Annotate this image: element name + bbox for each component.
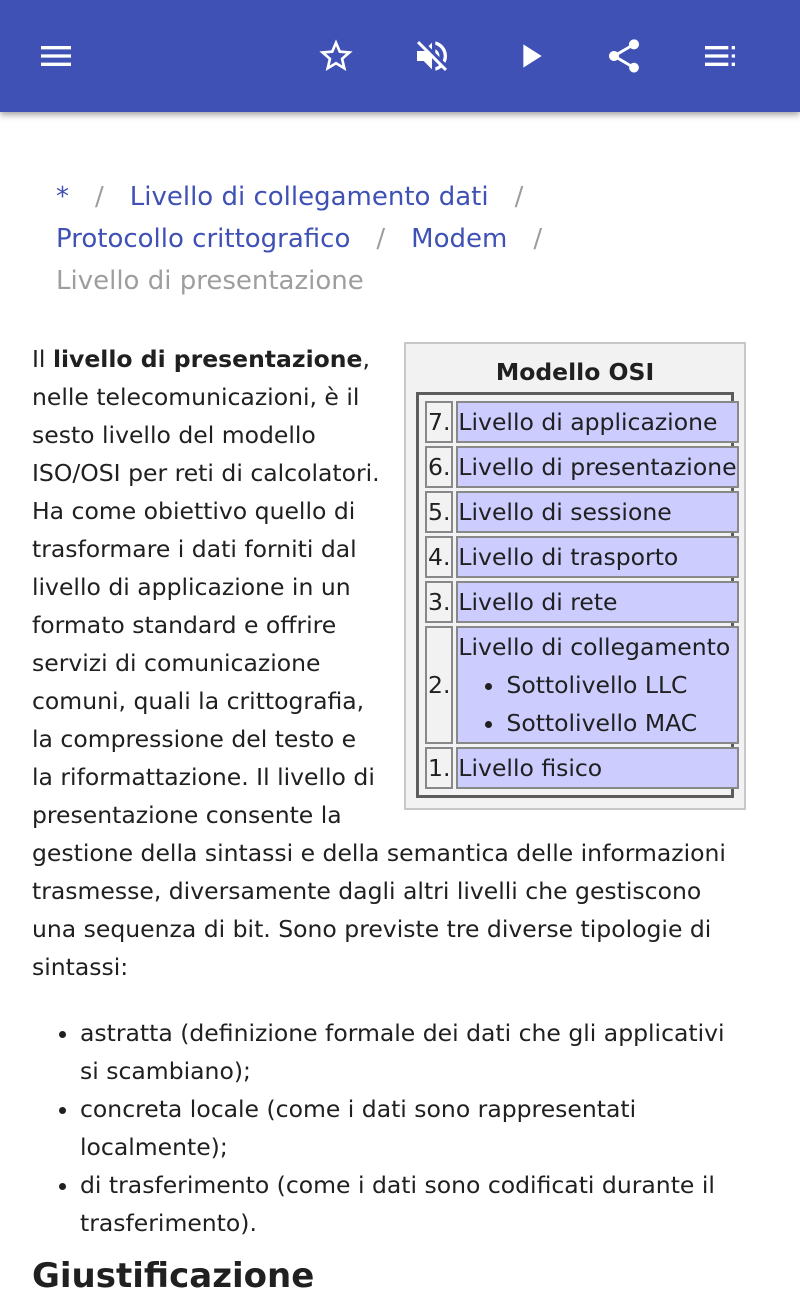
breadcrumb-separator: /	[376, 224, 386, 254]
app-bar	[0, 0, 800, 112]
layer-number: 7.	[425, 401, 453, 443]
breadcrumb-separator: /	[514, 182, 524, 212]
intro-bold-term: livello di presentazione	[52, 345, 363, 373]
layer-link-collegamento[interactable]: Livello di collegamento	[458, 633, 731, 661]
layer-link-sessione[interactable]: Livello di sessione	[456, 491, 738, 533]
breadcrumb-separator: /	[95, 182, 104, 212]
breadcrumb-home-link[interactable]: *	[56, 182, 69, 212]
layer-number: 1.	[425, 747, 453, 789]
intro-text-body: , nelle telecomunicazioni, è il sesto livello del modello ISO/OSI per reti di calcolatori. Ha come obiettivo quello di trasformare i dati forniti dal livello di applicazione in un formato standard e offrire servizi di comunicazione comuni, quali la crittografia, la compressione del testo e la riformattazione. Il livello di presentazione consente la gestione della sintassi e della semantica delle informazioni trasmesse, diversamente dagli altri livelli che gestiscono una sequenza di bit. Sono previste tre diverse tipologie di sintassi:	[32, 345, 726, 981]
osi-layer-table	[416, 392, 737, 798]
sublayer-link-llc[interactable]: • Sottolivello LLC	[506, 666, 736, 704]
syntax-types-list	[32, 1014, 744, 1242]
layer-link-trasporto[interactable]: Livello di trasporto	[456, 536, 738, 578]
osi-layer-row	[425, 536, 739, 578]
section-heading: Giustificazione	[32, 1256, 315, 1296]
breadcrumb-link-collegamento-dati[interactable]: Livello di collegamento dati	[129, 182, 489, 212]
layer-link-applicazione[interactable]: Livello di applicazione	[456, 401, 738, 443]
sublayer-link-mac[interactable]: • Sottolivello MAC	[506, 704, 736, 742]
list-icon	[700, 36, 740, 76]
infobox-title: Modello OSI	[495, 358, 655, 386]
layer-link-fisico[interactable]: Livello fisico	[456, 747, 738, 789]
menu-button[interactable]	[28, 28, 84, 84]
mute-button[interactable]	[404, 28, 460, 84]
osi-infobox	[404, 342, 746, 810]
breadcrumb-current: Livello di presentazione	[56, 266, 364, 296]
play-button[interactable]	[502, 28, 558, 84]
sublayer-list	[458, 666, 736, 742]
layer-link-presentazione[interactable]: Livello di presentazione	[456, 446, 738, 488]
intro-text-start: Il	[32, 345, 53, 373]
layer-number: 6.	[425, 446, 453, 488]
table-of-contents-button[interactable]	[692, 28, 748, 84]
share-icon	[604, 36, 644, 76]
layer-link-rete[interactable]: Livello di rete	[456, 581, 738, 623]
osi-layer-row	[425, 401, 739, 443]
star-outline-icon	[316, 36, 356, 76]
osi-layer-row	[425, 626, 739, 744]
list-item: • concreta locale (come i dati sono rappresentati localmente);	[80, 1090, 744, 1166]
layer-number: 2.	[425, 626, 453, 744]
play-icon	[510, 36, 550, 76]
osi-layer-row	[425, 581, 739, 623]
list-item: • astratta (definizione formale dei dati che gli applicativi si scambiano);	[80, 1014, 744, 1090]
layer-number: 4.	[425, 536, 453, 578]
breadcrumb	[56, 176, 756, 302]
breadcrumb-link-modem[interactable]: Modem	[411, 224, 508, 254]
osi-layer-row	[425, 491, 739, 533]
layer-number: 5.	[425, 491, 453, 533]
layer-cell-collegamento	[456, 626, 738, 744]
breadcrumb-separator: /	[533, 224, 543, 254]
share-button[interactable]	[596, 28, 652, 84]
menu-icon	[36, 36, 76, 76]
breadcrumb-link-protocollo-crittografico[interactable]: Protocollo crittografico	[56, 224, 351, 254]
volume-off-icon	[412, 36, 452, 76]
osi-layer-row	[425, 446, 739, 488]
osi-layer-row	[425, 747, 739, 789]
layer-number: 3.	[425, 581, 453, 623]
favorite-button[interactable]	[308, 28, 364, 84]
list-item: • di trasferimento (come i dati sono codificati durante il trasferimento).	[80, 1166, 744, 1242]
article-content	[32, 340, 744, 1300]
